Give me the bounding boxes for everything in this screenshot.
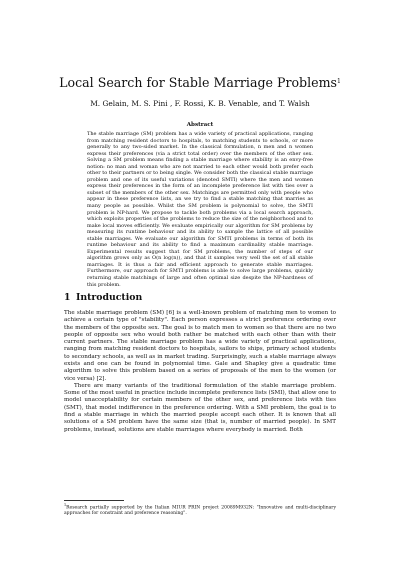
footnote-text: Research partially supported by the Italian MIUR PRIN project 20089M932N: "Innovative and multi-disciplinary approaches for constraint and preference reasoning". <box>64 505 336 517</box>
footnote-rule <box>64 500 124 501</box>
footnote <box>64 503 336 517</box>
paper-title-text: Local Search for Stable Marriage Problems <box>59 75 337 90</box>
section-number: 1 <box>64 292 71 303</box>
title-footnote-mark: 1 <box>337 78 341 85</box>
abstract-heading: Abstract <box>186 122 214 128</box>
section-heading <box>64 292 344 303</box>
intro-paragraph-2: There are many variants of the traditional formulation of the stable marriage problem. Some of the most useful in practice include incomplete preference lists (SMI), that allow one to model unacceptability for certain members of the other sex, and preference lists with ties (SMT), that model indifference in the preference ordering. With a SMI problem, the goal is to find a stable marriage in which the married people accept each other. It is known that all solutions of a SM problem have the same size (that is, number of married people). In SMT problems, instead, solutions are stable marriages where everybody is married. Both <box>64 382 336 433</box>
author-list: M. Gelain, M. S. Pini , F. Rossi, K. B. Venable, and T. Walsh <box>90 99 310 108</box>
footnote-mark: 1 <box>64 503 67 507</box>
intro-body <box>64 310 336 434</box>
section-title: Introduction <box>76 292 143 303</box>
abstract-text: The stable marriage (SM) problem has a wide variety of practical applications, ranging from matching resident doctors to hospitals, to matching students to schools, or more generally to any two-sided market. In the classical formulation, n men and n women express their preferences (via a strict total order) over the members of the other sex. Solving a SM problem means finding a stable marriage where stability is an envy-free notion: no man and woman who are not married to each other would both prefer each other to their partners or to being single. We consider both the classical stable marriage problem and one of its useful variations (denoted SMTI) where the men and women express their preferences in the form of an incomplete preference list with ties over a subset of the members of the other sex. Matchings are permitted only with people who appear in these preference lists, an we try to find a stable matching that marries as many people as possible. Whilst the SM problem is polynomial to solve, the SMTI problem is NP-hard. We propose to tackle both problems via a local search approach, which exploits properties of the problems to reduce the size of the neighborhood and to make local moves efficiently. We evaluate empirically our algorithm for SM problems by measuring its runtime behaviour and its ability to sample the lattice of all possible stable marriages. We evaluate our algorithm for SMTI problems in terms of both its runtime behaviour and its ability to find a maximum cardinality stable marriage. Experimental results suggest that for SM problems, the number of steps of our algorithm grows only as O(n log(n)), and that it samples very well the set of all stable marriages. It is thus a fair and efficient approach to generate stable marriages. Furthermore, our approach for SMTI problems is able to solve large problems, quickly returning stable matchings of large and often optimal size despite the NP-hardness of this problem. <box>87 131 313 288</box>
intro-paragraph-1: The stable marriage problem (SM) [6] is a well-known problem of matching men to women to achieve a certain type of "stability". Each person expresses a strict preference ordering over the members of the opposite sex. The goal is to match men to women so that there are no two people of opposite sex who would both rather be matched with each other than with their current partners. The stable marriage problem has a wide variety of practical applications, ranging from matching resident doctors to hospitals, sailors to ships, primary school students to secondary schools, as well as in market trading. Surprisingly, such a stable marriage always exists and one can be found in polynomial time. Gale and Shapley give a quadratic time algorithm to solve this problem based on a series of proposals of the men to the women (or vice versa) [2]. <box>64 310 336 382</box>
paper-title <box>20 75 380 90</box>
